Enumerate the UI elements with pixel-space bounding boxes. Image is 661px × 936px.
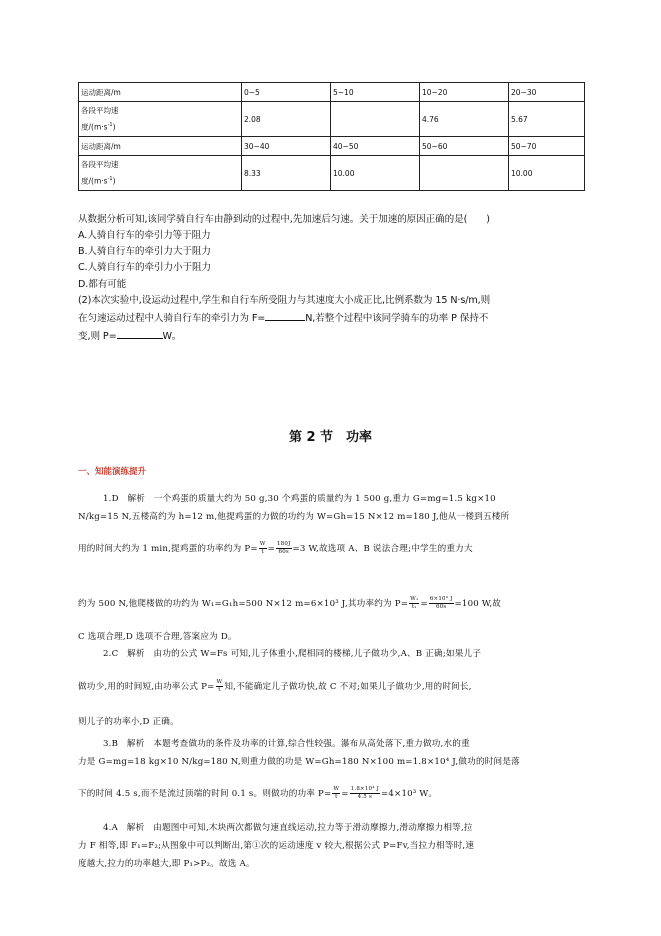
fraction xyxy=(216,679,224,694)
question-part2-line1: (2)本次实验中,设运动过程中,学生和自行车所受阻力与其速度大小成正比,比例系数为 15 N·s/m,则 xyxy=(78,295,491,306)
answer-2-line2 xyxy=(78,679,472,694)
fraction-denominator: 4.5 s xyxy=(357,794,372,800)
answer-1-line3 xyxy=(78,541,473,556)
table-cell xyxy=(79,156,242,191)
table-cell: 4.76 xyxy=(420,102,509,137)
table-cell xyxy=(79,102,242,137)
answer-4-line3: 度越大,拉力的功率越大,即 P₁>P₂。故选 A。 xyxy=(78,859,255,869)
speed-label-line2: 度/(m·s xyxy=(81,176,108,186)
table-cell: 运动距离/m xyxy=(79,83,242,102)
answer-1-line4 xyxy=(78,596,501,611)
answer-2-line1: 2.C 解析 由功的公式 W=Fs 可知,儿子体重小,爬相同的楼梯,儿子做功少,A、B 正确;如果儿子 xyxy=(103,649,482,659)
answer-3-line3 xyxy=(78,786,437,801)
answer-blank xyxy=(265,310,305,321)
table-cell: 40~50 xyxy=(331,137,420,156)
fraction-numerator: 1.8×10⁴ J xyxy=(350,786,379,792)
answer-blank xyxy=(117,328,163,339)
fraction-denominator: t xyxy=(335,794,338,800)
speed-label-close: ) xyxy=(112,122,116,132)
table-cell: 50~60 xyxy=(420,137,509,156)
speed-label-exponent: -1 xyxy=(107,176,113,183)
fraction xyxy=(259,541,267,556)
speed-label-line1: 各段平均速 xyxy=(81,106,119,116)
table-cell xyxy=(420,156,509,191)
answer-text: 用的时间大约为 1 min,提鸡蛋的功率约为 P= xyxy=(78,544,258,554)
answer-1-line2: N/kg=15 N,五楼高约为 h=12 m,他提鸡蛋的力做的功约为 W=Gh=15 N×12 m=180 J,他从一楼到五楼所 xyxy=(78,512,510,522)
speed-label-line1: 各段平均速 xyxy=(81,160,119,170)
table-cell: 5~10 xyxy=(331,83,420,102)
question-part2-line2 xyxy=(78,310,488,327)
section-title: 第 2 节 功率 xyxy=(288,430,373,445)
table-cell: 10.00 xyxy=(509,156,585,191)
table-row xyxy=(79,156,585,191)
table-cell: 10~20 xyxy=(420,83,509,102)
question-part2-text: N,若整个过程中该同学骑车的功率 P 保持不 xyxy=(305,313,489,324)
answer-1-line1: 1.D 解析 一个鸡蛋的质量大约为 50 g,30 个鸡蛋的质量约为 1 500 g,重力 G=mg=1.5 kg×10 xyxy=(103,494,496,504)
table-row xyxy=(79,83,585,102)
answer-text: 下的时间 4.5 s,而不是流过顶端的时间 0.1 s。则做功的功率 P= xyxy=(78,789,332,799)
fraction-numerator: 6×10³ J xyxy=(429,596,453,602)
answer-text: 做功少,用的时间短,由功率公式 P= xyxy=(78,682,215,692)
fraction-numerator: W xyxy=(216,679,223,685)
fraction-denominator: t xyxy=(261,549,264,555)
table-cell: 0~5 xyxy=(242,83,331,102)
table-cell: 20~30 xyxy=(509,83,585,102)
fraction-denominator: 60s xyxy=(278,549,289,555)
answer-text: =3 W,故选项 A、B 说法合理;中学生的重力大 xyxy=(292,544,473,554)
table-cell: 30~40 xyxy=(242,137,331,156)
table-cell: 5.67 xyxy=(509,102,585,137)
fraction-denominator: t xyxy=(218,687,221,693)
answer-text: =4×10³ W。 xyxy=(380,789,438,799)
fraction-numerator: W xyxy=(333,786,340,792)
table-cell xyxy=(331,102,420,137)
answer-3-line1: 3.B 解析 本题考查做功的条件及功率的计算,综合性较强。瀑布从高处落下,重力做功,水的重 xyxy=(103,739,470,749)
question-part2-text: 变,则 P= xyxy=(78,331,117,342)
fraction-denominator: t₁ xyxy=(411,604,417,610)
table-cell: 运动距离/m xyxy=(79,137,242,156)
answer-4-line2: 力 F 相等,即 F₁=F₂;从图象中可以判断出,第①次的运动速度 v 较大,根据公式 P=Fv,当拉力相等时,速 xyxy=(78,841,475,851)
table-row xyxy=(79,137,585,156)
question-part2-text: 在匀速运动过程中人骑自行车的牵引力为 F= xyxy=(78,313,266,324)
answer-3-line2: 力是 G=mg=18 kg×10 N/kg=180 N,则重力做的功是 W=Gh=180 N×100 m=1.8×10⁴ J,做功的时间是落 xyxy=(78,757,520,767)
data-table xyxy=(78,82,585,191)
option-c: C.人骑自行车的牵引力小于阻力 xyxy=(78,262,211,273)
fraction-numerator: W₁ xyxy=(410,596,419,602)
fraction xyxy=(429,596,454,611)
fraction xyxy=(276,541,292,556)
answer-text: 知,不能确定儿子做功快,故 C 不对;如果儿子做功少,用的时间长, xyxy=(224,682,472,692)
fraction-numerator: 180J xyxy=(276,541,291,547)
speed-label-line2: 度/(m·s xyxy=(81,122,108,132)
option-a: A.人骑自行车的牵引力等于阻力 xyxy=(78,230,211,241)
question-part2-line3 xyxy=(78,328,181,345)
table-cell: 8.33 xyxy=(242,156,331,191)
fraction-numerator: W xyxy=(259,541,266,547)
option-b: B.人骑自行车的牵引力大于阻力 xyxy=(78,246,211,257)
table-row xyxy=(79,102,585,137)
speed-label-exponent: -1 xyxy=(107,122,113,129)
table-cell: 10.00 xyxy=(331,156,420,191)
speed-label-close: ) xyxy=(112,176,116,186)
answer-text: =100 W,故 xyxy=(454,599,502,609)
question-part2-text: W。 xyxy=(162,331,182,342)
fraction xyxy=(332,786,340,801)
answer-text: = xyxy=(420,599,428,609)
fraction-denominator: 60s xyxy=(435,604,447,610)
question-stem: 从数据分析可知,该同学骑自行车由静到动的过程中,先加速后匀速。关于加速的原因正确的是( ) xyxy=(78,214,490,225)
answer-text: = xyxy=(267,544,275,554)
table-cell: 2.08 xyxy=(242,102,331,137)
table-cell: 50~70 xyxy=(509,137,585,156)
answer-2-line3: 则儿子的功率小,D 正确。 xyxy=(78,717,179,727)
fraction xyxy=(350,786,380,801)
option-d: D.都有可能 xyxy=(78,279,127,290)
answer-1-line5: C 选项合理,D 选项不合理,答案应为 D。 xyxy=(78,632,237,642)
section-heading: 一、知能演练提升 xyxy=(78,467,147,477)
answer-4-line1: 4.A 解析 由题图中可知,木块两次都做匀速直线运动,拉力等于滑动摩擦力,滑动摩擦力相等,拉 xyxy=(103,823,473,833)
answer-text: = xyxy=(341,789,349,799)
answer-text: 约为 500 N,他爬楼做的功约为 W₁=G₁h=500 N×12 m=6×10³ J,其功率约为 P= xyxy=(78,599,409,609)
fraction xyxy=(409,596,419,611)
